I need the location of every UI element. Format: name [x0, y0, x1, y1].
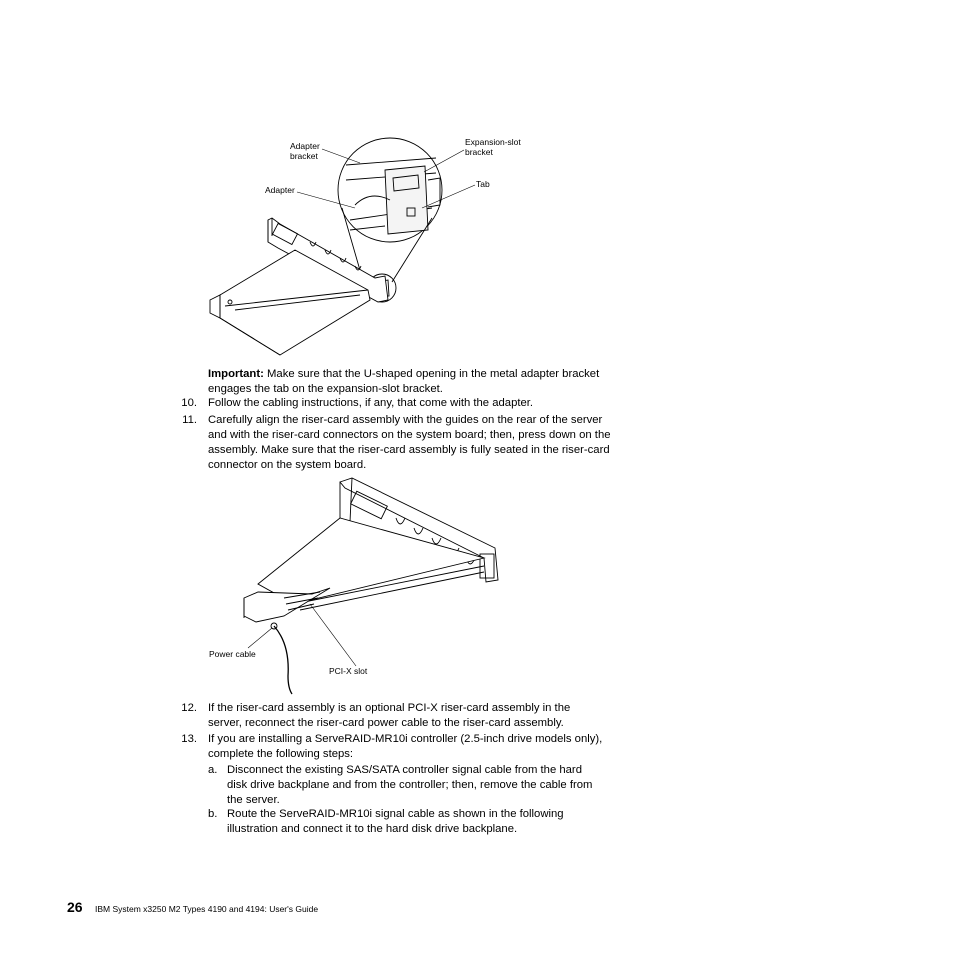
important-label: Important: — [208, 368, 264, 380]
step-10-number: 10. — [181, 397, 197, 409]
callout-power-cable: Power cable — [209, 649, 256, 659]
step-12-number: 12. — [181, 702, 197, 714]
callout-tab: Tab — [476, 179, 490, 189]
callout-adapter-bracket: Adapter bracket — [290, 141, 320, 161]
step-11-number: 11. — [182, 414, 197, 426]
step-13-number: 13. — [181, 733, 197, 745]
substep-b-letter: b. — [208, 808, 218, 820]
substep-a-letter: a. — [208, 764, 218, 776]
page-number: 26 — [67, 899, 83, 915]
step-10-text: Follow the cabling instructions, if any, that come with the adapter. — [208, 397, 534, 409]
callout-pci-x-slot: PCI-X slot — [329, 666, 368, 676]
riser-card-assembly-illustration — [200, 476, 520, 698]
step-11-text: Carefully align the riser-card assembly with the guides on the rear of the server and with the riser-card connectors on the system board; then, press down on the assembly. Make sure that the riser-card assembly is fully seated in the riser-card connector on the system board. — [208, 414, 611, 471]
substep-a-text: Disconnect the existing SAS/SATA controller signal cable from the hard disk drive backplane and from the controller; then, remove the cable from the server. — [227, 764, 593, 806]
step-12-text: If the riser-card assembly is an optional PCI-X riser-card assembly in the server, reconnect the riser-card power cable to the riser-card assembly. — [208, 702, 571, 729]
callout-expansion-slot-bracket: Expansion-slot bracket — [465, 137, 521, 157]
footer-title: IBM System x3250 M2 Types 4190 and 4194: User's Guide — [95, 904, 319, 914]
adapter-bracket-illustration — [200, 130, 530, 362]
step-13-text: If you are installing a ServeRAID-MR10i controller (2.5-inch drive models only), complete the following steps: — [208, 733, 603, 760]
important-text: Make sure that the U-shaped opening in the metal adapter bracket engages the tab on the expansion-slot bracket. — [208, 368, 600, 395]
substep-b-text: Route the ServeRAID-MR10i signal cable as shown in the following illustration and connect it to the hard disk drive backplane. — [227, 808, 564, 835]
important-note — [208, 367, 610, 397]
callout-adapter: Adapter — [265, 185, 295, 195]
